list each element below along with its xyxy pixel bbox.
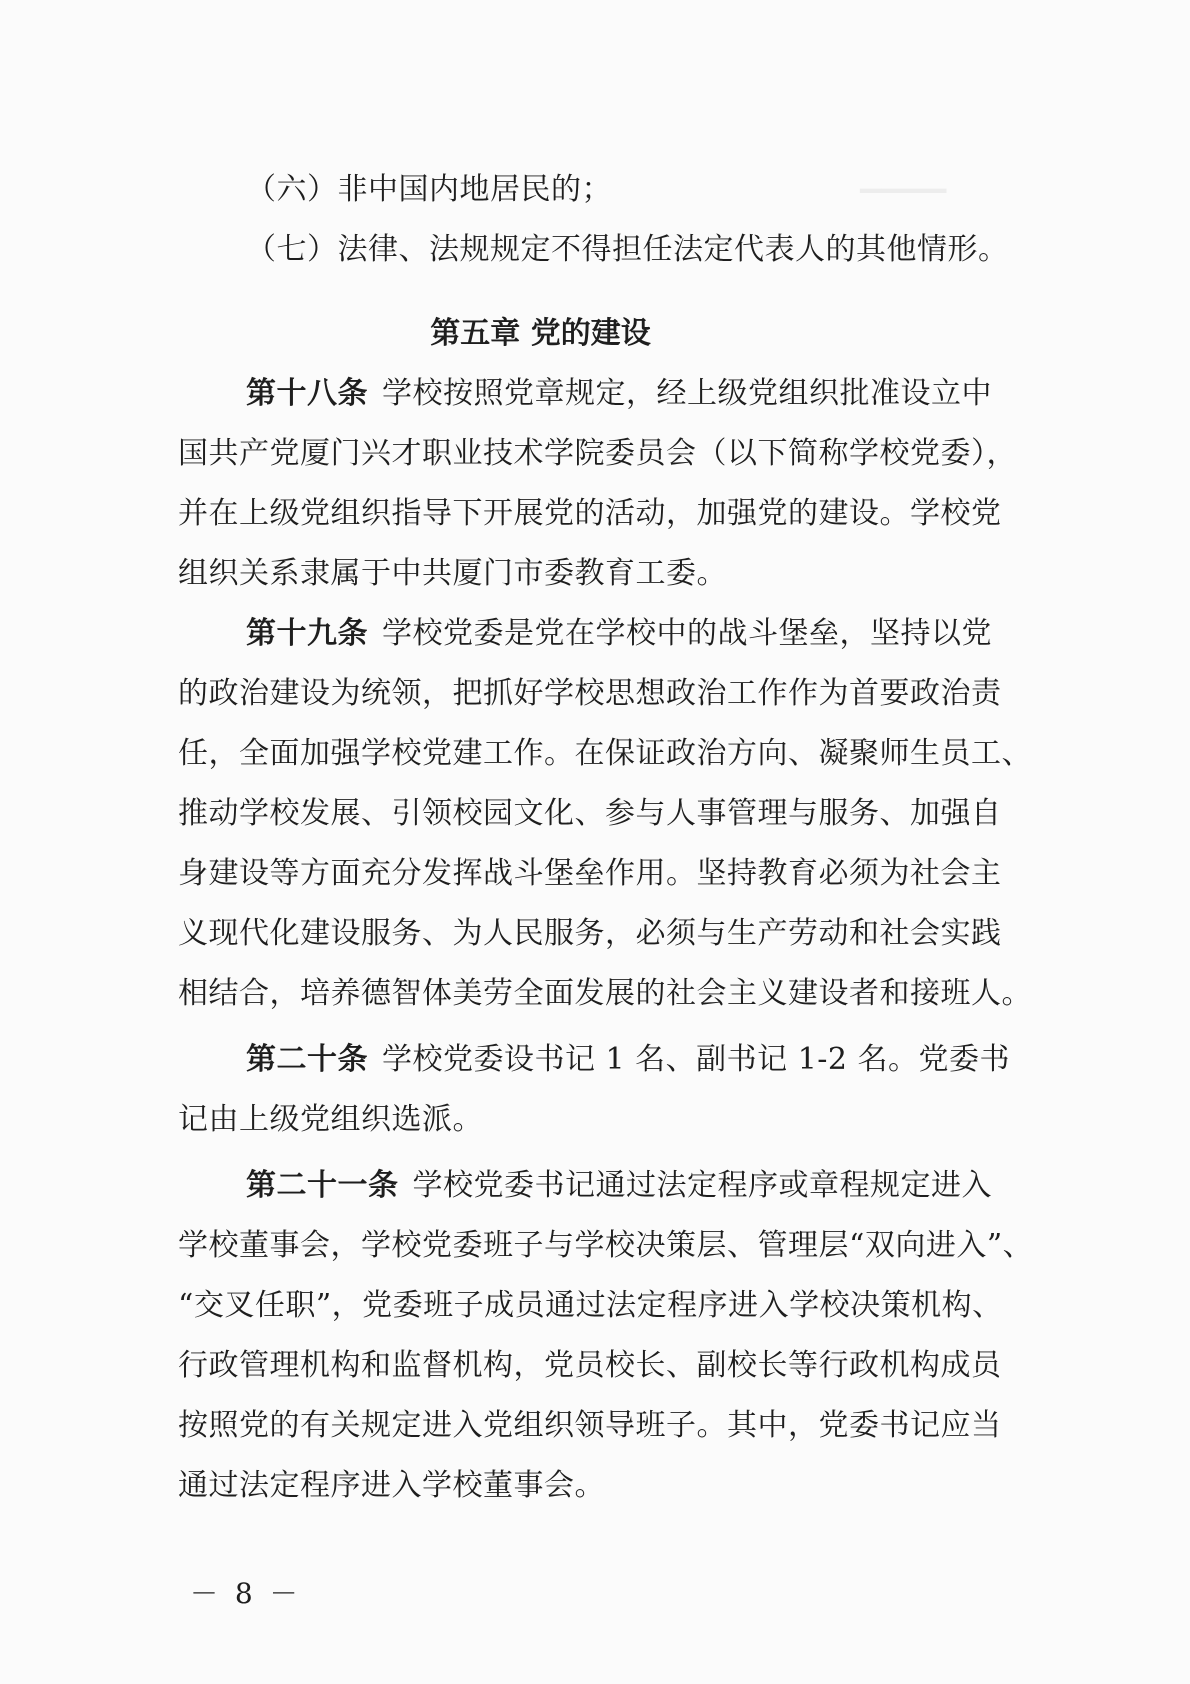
- article-20-line-2: 记由上级党组织选派。: [178, 1102, 483, 1137]
- article-19-number: 第十九条: [246, 616, 368, 651]
- article-21-line-5: 按照党的有关规定进入党组织领导班子。其中，党委书记应当: [178, 1408, 1002, 1443]
- article-19-line-4: 推动学校发展、引领校园文化、参与人事管理与服务、加强自: [178, 796, 1002, 831]
- chapter-heading: 第五章 党的建设: [430, 316, 651, 351]
- article-21-line-6: 通过法定程序进入学校董事会。: [178, 1468, 605, 1503]
- article-21-text-1: 学校党委书记通过法定程序或章程规定进入: [412, 1168, 992, 1203]
- article-21-number: 第二十一条: [246, 1168, 399, 1203]
- article-18-text-1: 学校按照党章规定，经上级党组织批准设立中: [382, 376, 992, 411]
- document-body: [178, 160, 1034, 1516]
- article-18-line-3: 并在上级党组织指导下开展党的活动，加强党的建设。学校党: [178, 496, 1002, 531]
- article-18-line-1: [178, 364, 1013, 424]
- article-19-line-5: 身建设等方面充分发挥战斗堡垒作用。坚持教育必须为社会主: [178, 856, 1002, 891]
- article-20-text-1: 学校党委设书记 1 名、副书记 1-2 名。党委书: [382, 1042, 1011, 1077]
- article-19-text-1: 学校党委是党在学校中的战斗堡垒，坚持以党: [382, 616, 992, 651]
- article-18-number: 第十八条: [246, 376, 368, 411]
- article-20-number: 第二十条: [246, 1042, 368, 1077]
- article-18-line-4: 组织关系隶属于中共厦门市委教育工委。: [178, 556, 727, 591]
- article-20-line-1: [178, 1030, 1013, 1090]
- article-19-line-7: 相结合，培养德智体美劳全面发展的社会主义建设者和接班人。: [178, 976, 1032, 1011]
- list-item-six: （六）非中国内地居民的；: [246, 172, 612, 207]
- spacer: [178, 280, 1013, 304]
- article-21-line-2: 学校董事会，学校党委班子与学校决策层、管理层“双向进入”、: [178, 1228, 1034, 1263]
- page-number: － 8 －: [190, 1577, 302, 1610]
- article-19-line-6: 义现代化建设服务、为人民服务，必须与生产劳动和社会实践: [178, 916, 1002, 951]
- bleed-through-mark: ▁▁▁▁: [860, 160, 947, 193]
- article-19-line-1: [178, 604, 1013, 664]
- article-19-line-3: 任，全面加强学校党建工作。在保证政治方向、凝聚师生员工、: [178, 736, 1032, 771]
- article-21-line-3: “交叉任职”，党委班子成员通过法定程序进入学校决策机构、: [178, 1288, 1003, 1323]
- article-21-line-4: 行政管理机构和监督机构，党员校长、副校长等行政机构成员: [178, 1348, 1002, 1383]
- article-19-line-2: 的政治建设为统领，把抓好学校思想政治工作作为首要政治责: [178, 676, 1002, 711]
- article-18-line-2: 国共产党厦门兴才职业技术学院委员会（以下简称学校党委），: [178, 436, 1017, 471]
- article-21-line-1: [178, 1156, 1013, 1216]
- list-item-seven: （七）法律、法规规定不得担任法定代表人的其他情形。: [246, 232, 1009, 267]
